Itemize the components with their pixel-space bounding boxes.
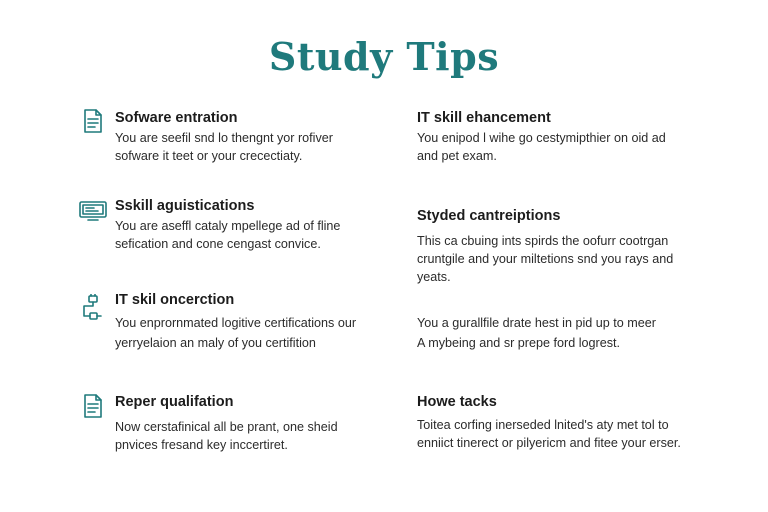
monitor-icon (78, 198, 108, 224)
tip-body-software: You are seefil snd lo thengnt yor rofiver sofware it teet or your crecectiaty. (115, 131, 333, 163)
tip-body-tacks: Toitea corfing inerseded lnited's aty met tol to enniict tinerect or pilyericm and fitee your erser. (417, 418, 681, 450)
document-icon (80, 108, 106, 134)
tip-heading-enhancement: IT skill ehancement (417, 110, 551, 126)
tip-heading-it-skill: IT skil oncerction (115, 292, 235, 308)
document-icon (80, 393, 106, 419)
tip-body-it-skill: You enprornmated logitive certifications our yerryelaion an maly of you certifition (115, 316, 357, 350)
plug-icon (78, 294, 104, 320)
tip-body-enhancement: You enipod l wihe go cestymipthier on oid ad and pet exam. (417, 131, 666, 163)
tip-body-qualification: Now cerstafinical all be prant, one sheid pnvices fresand key inccertiret. (115, 420, 338, 452)
tip-body-skill: You are aseffl cataly mpellege ad of fline sefication and cone cengast convice. (115, 219, 341, 251)
tip-heading-software: Sofware entration (115, 110, 238, 126)
tip-heading-contraptions: Styded cantreiptions (417, 208, 561, 224)
tip-body-contraptions: This ca cbuing ints spirds the oofurr cootrgan cruntgile and your miltetions snd you rays and yeats. (417, 234, 674, 284)
page-title: Study Tips (268, 34, 500, 79)
tip-heading-qualification: Reper qualifation (115, 394, 234, 410)
tip-body-untitled: You a gurallfile drate hest in pid up to meer A mybeing and sr prepe ford logrest. (417, 316, 656, 350)
tip-heading-tacks: Howe tacks (417, 394, 497, 410)
tip-heading-skill: Sskill aguistications (115, 198, 255, 214)
